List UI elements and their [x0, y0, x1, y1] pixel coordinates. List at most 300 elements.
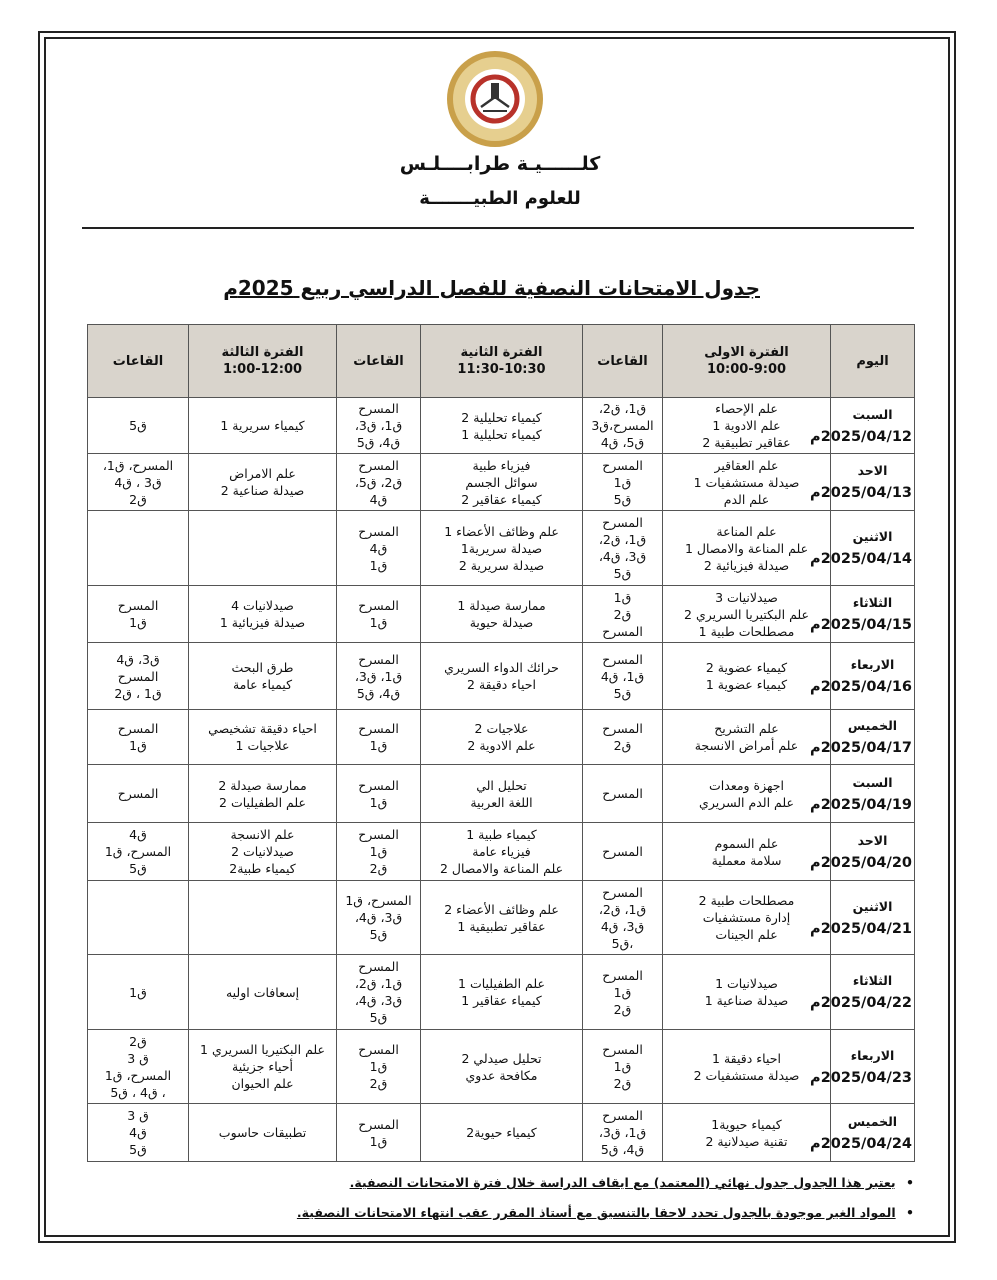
college-name-line1: كلــــــيـة طرابــــلـس	[399, 153, 601, 175]
hall-line: المسرح	[602, 623, 643, 639]
hall-cell	[583, 1030, 663, 1104]
hall-cell	[337, 586, 421, 643]
hall-line: ق4، ق5	[356, 435, 401, 450]
subject-cell	[421, 1104, 583, 1162]
subject-cell	[663, 823, 831, 881]
note-text: يعتبر هذا الجدول جدول نهائي (المعتمد) مع ايقاف الدراسة خلال فترة الامتحانات النصفية.	[349, 1175, 896, 1190]
day-cell	[810, 823, 915, 881]
day-date: 2025/04/14م	[810, 551, 912, 567]
hall-line: ق2	[129, 1033, 147, 1049]
subject-line: كيمياء سريرية 1	[220, 418, 305, 433]
hall-line: ق1	[613, 1059, 632, 1074]
subject-cell	[663, 710, 831, 765]
column-header	[337, 325, 421, 398]
hall-cell	[88, 643, 189, 710]
hall-line: ق1	[369, 1059, 388, 1074]
subject-line: تحليل صيدلي 2	[461, 1050, 542, 1066]
subject-cell	[189, 454, 337, 511]
hall-line: المسرح	[358, 401, 399, 416]
day-cell	[810, 643, 915, 710]
hall-line: ق5، ق4	[600, 435, 645, 450]
subject-cell	[189, 881, 337, 955]
hall-cell	[337, 823, 421, 881]
subject-cell	[663, 586, 831, 643]
table-row	[88, 398, 915, 454]
hall-line: المسرح	[602, 844, 643, 859]
hall-line: ق4	[369, 491, 388, 507]
column-label: الفترة الثالثة	[221, 345, 304, 360]
hall-line: المسرح	[358, 598, 399, 613]
hall-cell	[337, 955, 421, 1030]
bullet-icon: •	[906, 1175, 914, 1190]
day-name: الاثنين	[852, 529, 893, 544]
hall-line: المسرح	[602, 651, 643, 667]
table-row	[88, 1104, 915, 1162]
day-name: الخميس	[847, 718, 898, 733]
hall-line: ق1، ق4	[600, 668, 645, 684]
table-row	[88, 955, 915, 1030]
subject-cell	[663, 511, 831, 586]
subject-cell	[189, 765, 337, 823]
subject-cell	[421, 881, 583, 955]
day-cell	[810, 398, 915, 454]
hall-cell	[88, 398, 189, 454]
subject-line: صيدلانيات 1	[715, 976, 778, 991]
subject-line: احياء دقيقة 2	[467, 677, 536, 692]
column-header	[421, 325, 583, 398]
subject-line: علم أمراض الانسجة	[694, 738, 799, 753]
hall-cell	[88, 823, 189, 881]
hall-line: ق 3	[127, 1050, 149, 1066]
subject-line: علم الحيوان	[231, 1076, 294, 1091]
subject-line: علم التشريح	[714, 721, 779, 736]
hall-line: المسرح، ق1،	[102, 457, 174, 473]
hall-line: ق2	[369, 1076, 388, 1091]
hall-line: ق 3	[127, 1108, 149, 1123]
subject-line: علم الطفيليات 1	[458, 976, 545, 991]
hall-line: ق1	[613, 474, 632, 490]
hall-line: ق2	[613, 1076, 632, 1091]
subject-line: صيدلة فيزيائية 1	[219, 615, 306, 630]
hall-line: المسرح	[602, 721, 643, 736]
day-name: الثلاثاء	[852, 973, 893, 988]
day-cell	[810, 511, 915, 586]
hall-cell	[337, 1030, 421, 1104]
day-cell	[810, 586, 915, 643]
subject-cell	[421, 955, 583, 1030]
hall-line: المسرح،ق3	[591, 418, 654, 433]
hall-line: ق5	[613, 685, 632, 701]
hall-line: المسرح	[358, 1042, 399, 1057]
subject-cell	[663, 765, 831, 823]
hall-line: ق2	[613, 606, 632, 622]
header-divider	[82, 227, 914, 229]
subject-line: علم الدم	[723, 491, 770, 507]
hall-cell	[88, 511, 189, 586]
day-name: الاحد	[857, 832, 888, 848]
hall-cell	[337, 710, 421, 765]
hall-line: المسرح	[117, 598, 159, 613]
subject-line: مصطلحات طبية 2	[698, 893, 795, 908]
subject-cell	[421, 643, 583, 710]
hall-line: ق4	[129, 1125, 147, 1140]
hall-line: ق5	[129, 418, 147, 433]
column-label: الفترة الثانية	[460, 345, 543, 360]
day-name: الاثنين	[852, 898, 893, 914]
day-date: 2025/04/13م	[810, 485, 912, 501]
day-cell	[810, 955, 915, 1030]
hall-line: ق2	[369, 861, 388, 876]
subject-cell	[189, 823, 337, 881]
column-label: اليوم	[856, 353, 889, 369]
subject-cell	[663, 454, 831, 511]
column-label: الفترة الاولى	[704, 345, 789, 360]
column-label: القاعات	[597, 353, 648, 369]
subject-line: علم الامراض	[229, 466, 296, 481]
day-date: 2025/04/19م	[810, 796, 912, 813]
day-cell	[810, 1030, 915, 1104]
subject-cell	[189, 1104, 337, 1162]
subject-line: صيدلة مستشفيات 1	[693, 474, 800, 490]
hall-line: ق5	[129, 861, 147, 876]
day-date: 2025/04/16م	[810, 679, 912, 695]
hall-line: ،ق5	[611, 935, 634, 951]
day-cell	[810, 710, 915, 765]
hall-line: ق3، ق4،	[354, 910, 403, 925]
subject-line: إدارة مستشفيات	[702, 910, 791, 925]
subject-line: علم الانسجة	[230, 827, 295, 842]
hall-line: ق1	[369, 1133, 388, 1149]
hall-line: المسرح	[602, 967, 643, 983]
hall-line: ، ق4 ، ق5	[110, 1084, 166, 1100]
subject-line: كيمياء عامة	[232, 677, 293, 692]
subject-line: علم السموم	[714, 835, 779, 851]
hall-line: المسرح	[358, 721, 399, 736]
college-name-line2: للعلوم الطبيـــــــة	[419, 188, 581, 209]
hall-line: المسرح	[602, 457, 643, 473]
hall-line: ق5	[369, 1010, 388, 1025]
hall-cell	[583, 955, 663, 1030]
hall-line: ق4، ق5	[356, 685, 401, 701]
hall-line: ق4	[129, 827, 147, 842]
hall-cell	[88, 1030, 189, 1104]
subject-line: كيمياء طبية2	[229, 861, 296, 876]
hall-cell	[583, 398, 663, 454]
hall-cell	[337, 511, 421, 586]
subject-line: علاجيات 1	[235, 738, 290, 753]
day-name: الاحد	[857, 463, 888, 478]
hall-line: المسرح، ق1	[104, 1067, 172, 1083]
column-time: 1:00-12:00	[222, 362, 303, 377]
hall-line: ق3، ق4	[600, 918, 645, 934]
hall-line: ق1	[129, 984, 147, 1000]
subject-line: صيدلة صناعية 2	[220, 483, 305, 498]
hall-cell	[337, 643, 421, 710]
hall-cell	[583, 454, 663, 511]
hall-line: ق1 ، ق2	[114, 685, 162, 701]
column-label: القاعات	[112, 353, 164, 369]
subject-cell	[189, 1030, 337, 1104]
subject-line: مكافحة عدوي	[465, 1067, 538, 1083]
hall-line: ق4، ق5	[600, 1142, 645, 1157]
subject-cell	[421, 586, 583, 643]
subject-line: عقاقير تطبيقية 1	[457, 918, 546, 934]
hall-line: ق1	[129, 738, 147, 753]
day-cell	[810, 1104, 915, 1162]
subject-cell	[421, 511, 583, 586]
subject-line: صيدلة فيزيائية 2	[703, 557, 790, 573]
hall-line: ق1	[129, 615, 147, 630]
hall-line: المسرح	[602, 1042, 643, 1057]
hall-line: ق5	[369, 927, 388, 942]
subject-cell	[663, 955, 831, 1030]
day-name: السبت	[852, 406, 893, 422]
subject-line: صيدلانيات 4	[231, 598, 294, 613]
subject-line: احياء دقيقة 1	[712, 1050, 781, 1066]
column-time: 11:30-10:30	[457, 362, 546, 377]
hall-line: ق1، ق2،	[598, 401, 647, 416]
note-item	[100, 1168, 920, 1198]
hall-line: ق1	[369, 615, 388, 630]
hall-line: ق5	[613, 566, 632, 581]
exam-schedule-table	[87, 324, 915, 1162]
hall-line: المسرح	[358, 651, 399, 667]
table-header-row	[88, 325, 915, 398]
hall-line: المسرح	[358, 777, 399, 793]
hall-line: ق3 ، ق4	[114, 474, 162, 490]
subject-line: صيدلة مستشفيات 2	[693, 1067, 800, 1083]
subject-line: صيدلانيات 2	[231, 844, 294, 859]
day-date: 2025/04/17م	[810, 740, 912, 756]
hall-cell	[583, 823, 663, 881]
subject-line: كيمياء تحليلية 1	[461, 426, 542, 442]
hall-line: المسرح	[602, 786, 643, 801]
column-header	[663, 325, 831, 398]
subject-line: فيزياء عامة	[472, 844, 531, 859]
document-title: جدول الامتحانات النصفية للفصل الدراسي ربيع 2025م	[223, 276, 760, 300]
hall-line: ق1	[369, 738, 388, 753]
subject-line: كيمياء حيوية2	[466, 1125, 537, 1140]
subject-line: علم العقاقير	[714, 457, 779, 473]
notes-section	[100, 1168, 920, 1228]
subject-line: عقاقير تطبيقية 2	[702, 435, 791, 450]
hall-cell	[337, 1104, 421, 1162]
day-date: 2025/04/12م	[810, 428, 912, 445]
hall-line: ق4	[369, 540, 388, 556]
subject-line: علم وظائف الأعضاء 2	[444, 901, 559, 917]
hall-line: المسرح	[358, 827, 399, 842]
table-row	[88, 511, 915, 586]
column-header	[583, 325, 663, 398]
subject-line: علم المناعة والامصال 1	[684, 540, 809, 556]
table-row	[88, 881, 915, 955]
hall-cell	[583, 511, 663, 586]
subject-line: علم المناعة والامصال 2	[439, 861, 564, 876]
subject-line: طرق البحث	[231, 660, 294, 675]
table-body	[88, 398, 915, 1162]
hall-line: ق3، ق4،	[598, 549, 647, 564]
subject-line: علم البكتيريا السريري 2	[684, 606, 809, 622]
hall-line: المسرح	[602, 515, 643, 530]
day-name: الخميس	[847, 1113, 898, 1129]
subject-cell	[421, 710, 583, 765]
subject-cell	[663, 1030, 831, 1104]
hall-cell	[583, 1104, 663, 1162]
hall-cell	[88, 765, 189, 823]
subject-cell	[189, 643, 337, 710]
hall-cell	[583, 881, 663, 955]
hall-line: المسرح	[117, 786, 159, 801]
hall-line: المسرح، ق1	[104, 844, 172, 859]
hall-cell	[337, 765, 421, 823]
day-date: 2025/04/20م	[810, 854, 912, 871]
hall-line: ق1، ق2،	[598, 532, 647, 547]
subject-line: كيمياء عضوية 2	[705, 660, 788, 675]
note-item	[100, 1198, 920, 1228]
subject-line: كيمياء حيوية1	[711, 1116, 782, 1132]
subject-line: تقنية صيدلانية 2	[705, 1133, 788, 1149]
hall-cell	[583, 765, 663, 823]
subject-cell	[421, 454, 583, 511]
hall-cell	[337, 398, 421, 454]
subject-cell	[421, 398, 583, 454]
hall-line: ق1	[613, 589, 632, 605]
day-name: السبت	[852, 774, 893, 790]
table-row	[88, 710, 915, 765]
table-row	[88, 454, 915, 511]
subject-line: إسعافات اوليه	[225, 984, 300, 1000]
subject-line: علم وظائف الأعضاء 1	[444, 523, 559, 539]
subject-cell	[421, 1030, 583, 1104]
hall-cell	[583, 586, 663, 643]
hall-line: ق1	[613, 984, 632, 1000]
column-time: 10:00-9:00	[706, 362, 787, 377]
hall-line: ق2، ق5،	[354, 474, 403, 490]
subject-line: علاجيات 2	[474, 721, 529, 736]
subject-cell	[663, 1104, 831, 1162]
day-cell	[810, 881, 915, 955]
day-date: 2025/04/22م	[810, 995, 912, 1011]
subject-cell	[189, 511, 337, 586]
table-row	[88, 586, 915, 643]
hall-line: ق2	[613, 1001, 632, 1017]
subject-line: حرائك الدواء السريري	[444, 660, 559, 675]
subject-line: ممارسة صيدلة 2	[218, 777, 307, 793]
subject-cell	[421, 765, 583, 823]
hall-line: المسرح، ق1	[345, 893, 412, 908]
subject-line: اللغة العربية	[470, 794, 533, 810]
subject-line: ممارسة صيدلة 1	[457, 598, 546, 613]
subject-line: علم المناعة	[716, 523, 777, 539]
subject-line: علم الإحصاء	[715, 401, 778, 416]
hall-line: المسرح	[358, 1116, 399, 1132]
subject-line: سلامة معملية	[711, 852, 782, 868]
day-date: 2025/04/24م	[810, 1135, 912, 1152]
college-logo	[445, 49, 545, 149]
hall-cell	[337, 881, 421, 955]
hall-cell	[88, 955, 189, 1030]
subject-line: مصطلحات طبية 1	[698, 623, 795, 639]
subject-line: علم الجينات	[715, 927, 778, 942]
hall-line: ق1	[369, 557, 388, 573]
subject-cell	[189, 710, 337, 765]
subject-line: كيمياء عضوية 1	[705, 677, 788, 692]
hall-cell	[88, 454, 189, 511]
column-header	[88, 325, 189, 398]
day-name: الثلاثاء	[852, 595, 893, 610]
day-name: الاربعاء	[850, 657, 895, 672]
subject-line: صيدلة سريرية1	[460, 540, 543, 556]
subject-line: كيمياء عقاقير 2	[461, 491, 542, 507]
hall-line: ق3، ق4،	[354, 993, 403, 1008]
column-label: القاعات	[353, 353, 404, 369]
day-cell	[810, 765, 915, 823]
subject-line: تحليل الي	[476, 777, 527, 793]
hall-line: المسرح	[117, 668, 159, 684]
subject-line: علم الدم السريري	[699, 794, 794, 810]
hall-cell	[583, 710, 663, 765]
hall-line: المسرح	[358, 959, 399, 974]
subject-line: اجهزة ومعدات	[709, 777, 784, 793]
subject-line: علم الادوية 2	[467, 738, 536, 753]
subject-line: صيدلة حيوية	[469, 615, 534, 630]
subject-line: احياء دقيقة تشخيصي	[208, 721, 317, 736]
subject-line: علم الطفيليات 2	[219, 794, 306, 810]
subject-line: كيمياء تحليلية 2	[461, 409, 542, 425]
subject-line: صيدلة سريرية 2	[458, 557, 545, 573]
subject-line: فيزياء طبية	[472, 457, 531, 473]
hall-line: ق3، ق4	[116, 651, 160, 667]
hall-cell	[88, 710, 189, 765]
subject-cell	[663, 881, 831, 955]
subject-line: كيمياء عقاقير 1	[461, 993, 542, 1008]
day-name: الاربعاء	[850, 1047, 895, 1063]
day-date: 2025/04/15م	[810, 617, 912, 633]
subject-cell	[663, 398, 831, 454]
hall-cell	[88, 1104, 189, 1162]
hall-line: ق1، ق3،	[598, 1125, 647, 1140]
hall-cell	[583, 643, 663, 710]
hall-line: المسرح	[117, 721, 159, 736]
hall-line: المسرح	[602, 884, 643, 900]
column-header	[831, 325, 915, 398]
table-row	[88, 643, 915, 710]
hall-cell	[337, 454, 421, 511]
subject-line: تطبيقات حاسوب	[218, 1125, 307, 1140]
bullet-icon: •	[906, 1205, 914, 1220]
table-row	[88, 1030, 915, 1104]
hall-line: ق5	[129, 1142, 147, 1157]
subject-cell	[663, 643, 831, 710]
table-row	[88, 765, 915, 823]
subject-cell	[189, 586, 337, 643]
day-cell	[810, 454, 915, 511]
subject-line: صيدلة صناعية 1	[704, 993, 789, 1008]
hall-cell	[88, 586, 189, 643]
column-header	[189, 325, 337, 398]
hall-line: ق1، ق2،	[354, 976, 403, 991]
hall-line: ق1، ق3،	[354, 418, 403, 433]
hall-cell	[88, 881, 189, 955]
hall-line: ق5	[613, 491, 632, 507]
hall-line: المسرح	[358, 457, 399, 473]
subject-line: علم الادوية 1	[712, 418, 781, 433]
subject-line: كيمياء طبية 1	[466, 827, 537, 842]
table-row	[88, 823, 915, 881]
hall-line: ق1	[369, 844, 388, 859]
subject-cell	[421, 823, 583, 881]
note-text: المواد الغير موجودة بالجدول تحدد لاحقا بالتنسيق مع أستاذ المقرر عقب انتهاء الامتحانات النصفية.	[296, 1205, 896, 1220]
